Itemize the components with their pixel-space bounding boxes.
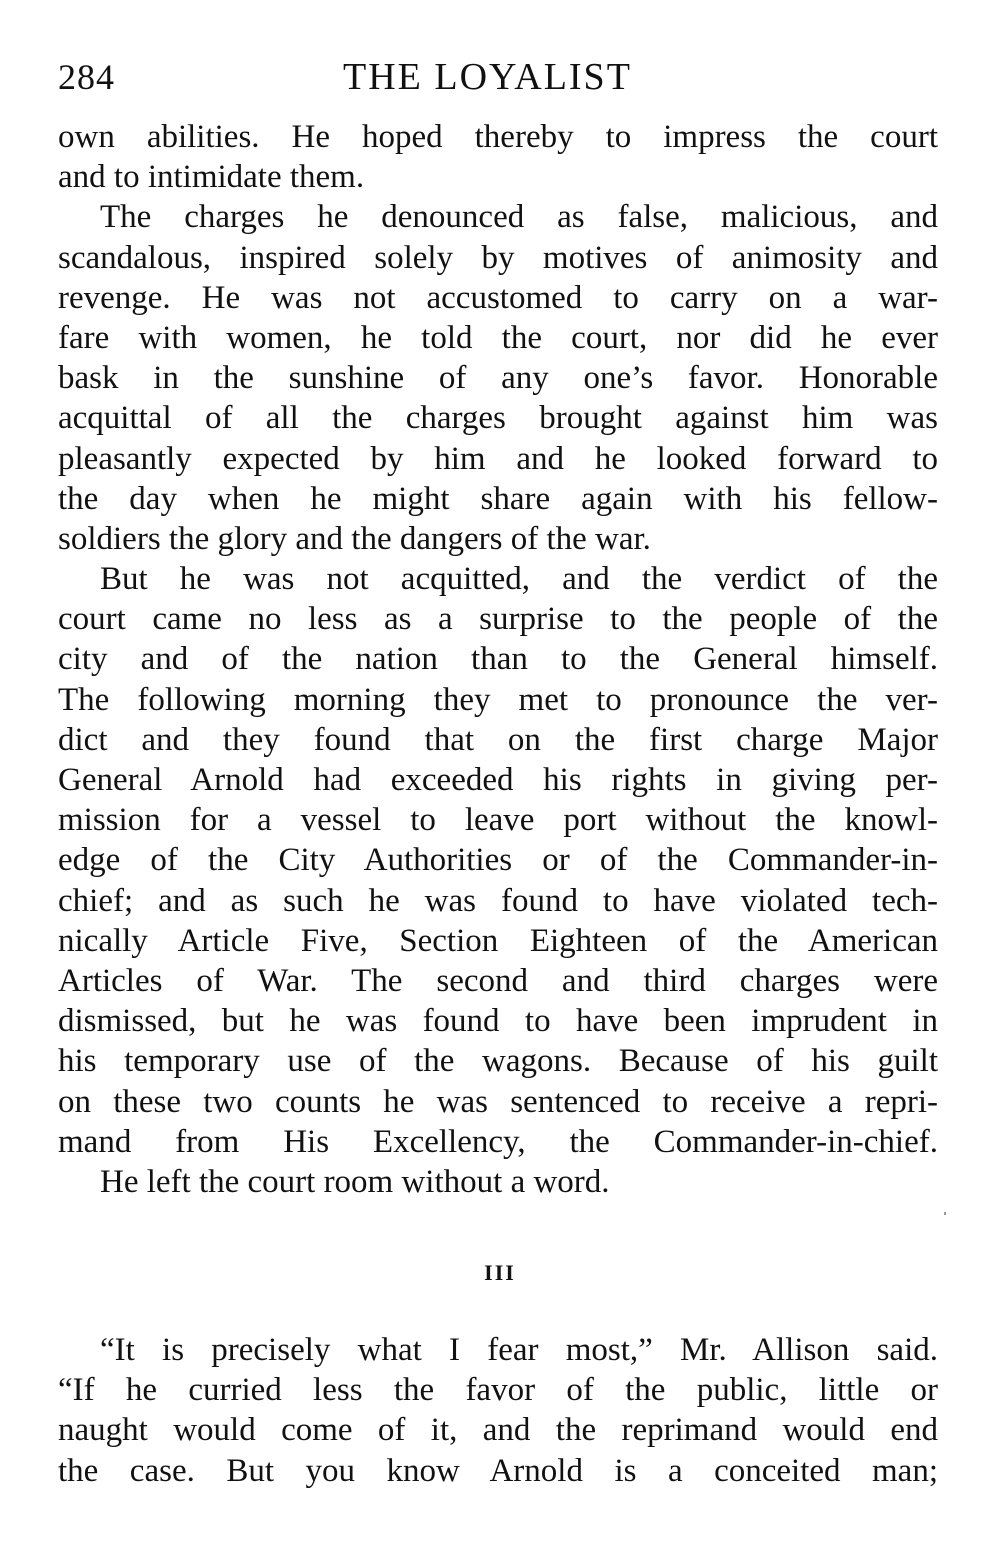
print-speck bbox=[944, 1212, 946, 1215]
text-line: dismissed, but he was found to have been imprudent in bbox=[58, 1003, 938, 1040]
text-line: “It is precisely what I fear most,” Mr. Allison said. bbox=[100, 1332, 938, 1368]
text-line: scandalous, inspired solely by motives of animosity and bbox=[58, 239, 938, 276]
text-line: He left the court room without a word. bbox=[100, 1163, 610, 1200]
body-text-top bbox=[58, 117, 938, 1202]
text-line: own abilities. He hoped thereby to impress the court bbox=[58, 119, 938, 155]
text-line: “If he curried less the favor of the public, little or bbox=[58, 1372, 938, 1409]
text-line: the day when he might share again with his fellow- bbox=[58, 480, 938, 517]
text-line: and to intimidate them. bbox=[58, 159, 365, 196]
text-line: naught would come of it, and the reprimand would end bbox=[58, 1412, 938, 1449]
text-line: The charges he denounced as false, malicious, and bbox=[100, 199, 938, 236]
text-line: The following morning they met to pronounce the ver- bbox=[58, 681, 938, 718]
text-line: acquittal of all the charges brought against him was bbox=[58, 400, 938, 437]
text-line: General Arnold had exceeded his rights in giving per- bbox=[58, 762, 938, 798]
running-title: THE LOYALIST bbox=[343, 56, 632, 98]
text-line: city and of the nation than to the General himself. bbox=[58, 641, 938, 678]
text-line: court came no less as a surprise to the people of the bbox=[58, 601, 938, 638]
text-line: his temporary use of the wagons. Because of his guilt bbox=[58, 1043, 938, 1080]
text-line: fare with women, he told the court, nor did he ever bbox=[58, 319, 938, 356]
text-line: nically Article Five, Section Eighteen of the American bbox=[58, 922, 938, 959]
text-line: Articles of War. The second and third charges were bbox=[58, 962, 938, 999]
text-line: But he was not acquitted, and the verdict of the bbox=[100, 561, 938, 598]
text-line: mand from His Excellency, the Commander-in-chief. bbox=[58, 1123, 938, 1160]
text-line: mission for a vessel to leave port without the knowl- bbox=[58, 802, 938, 839]
text-line: edge of the City Authorities or of the Commander-in- bbox=[58, 842, 938, 879]
text-line: dict and they found that on the first charge Major bbox=[58, 721, 938, 758]
text-line: soldiers the glory and the dangers of the war. bbox=[58, 520, 651, 557]
page-number: 284 bbox=[58, 57, 115, 97]
text-line: pleasantly expected by him and he looked forward to bbox=[58, 440, 938, 477]
text-line: on these two counts he was sentenced to receive a repri- bbox=[58, 1083, 938, 1120]
body-text-bottom bbox=[58, 1330, 938, 1491]
page-header bbox=[58, 52, 940, 102]
text-line: bask in the sunshine of any one’s favor. Honorable bbox=[58, 360, 938, 397]
text-line: revenge. He was not accustomed to carry on a war- bbox=[58, 279, 938, 316]
text-line: the case. But you know Arnold is a conceited man; bbox=[58, 1452, 938, 1489]
text-line: chief; and as such he was found to have violated tech- bbox=[58, 882, 938, 919]
section-number: III bbox=[484, 1260, 516, 1285]
